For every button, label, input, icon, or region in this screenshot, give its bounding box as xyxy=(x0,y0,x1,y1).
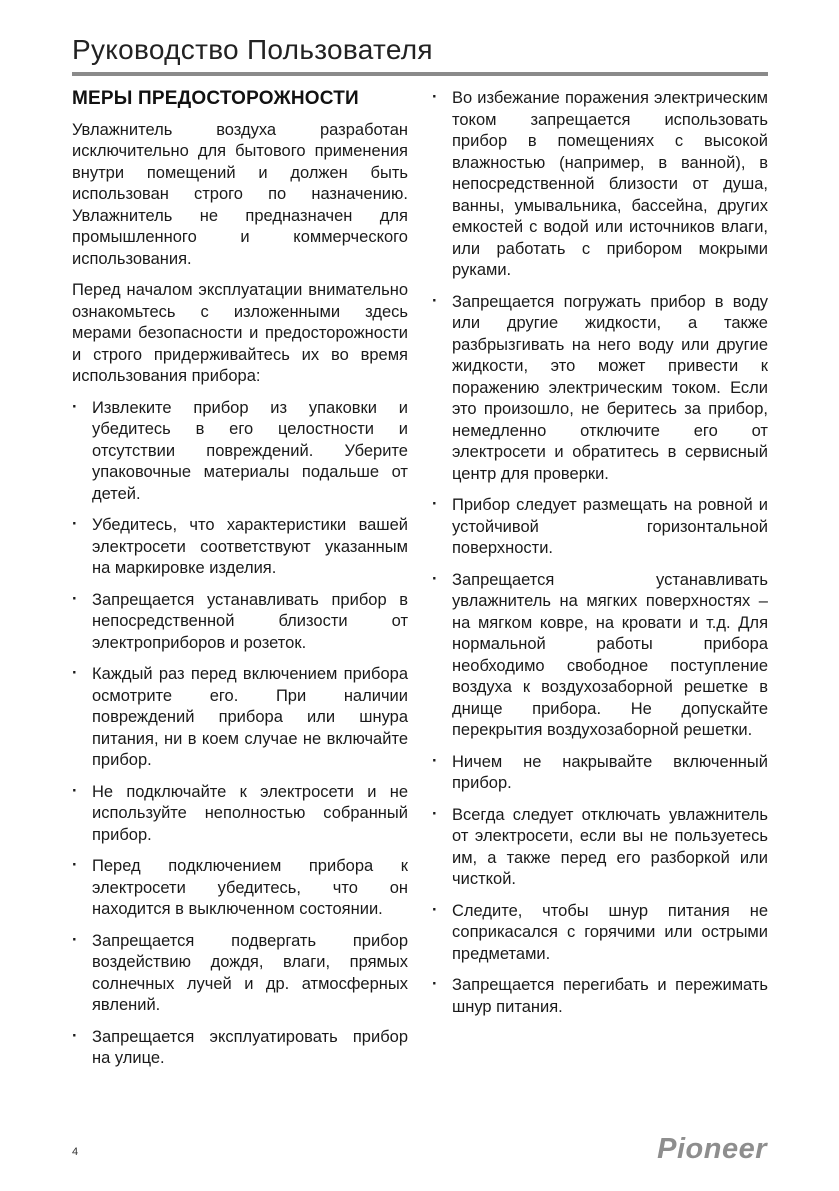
list-item: · Всегда следует отключать увлажнитель от электросети, если вы не пользуетесь им, а также перед его разборкой или чисткой. xyxy=(432,805,768,891)
precautions-list-right xyxy=(432,88,768,1018)
intro-paragraph: Перед началом эксплуатации внимательно ознакомьтесь с изложенными здесь мерами безопасности и предосторожности и строго придерживайтесь их во время использования прибора: xyxy=(72,281,408,385)
list-item: · Не подключайте к электросети и не используйте неполностью собранный прибор. xyxy=(72,782,408,847)
list-item: · Запрещается устанавливать увлажнитель на мягких поверхностях – на мягком ковре, на кровати и т.д. Для нормальной работы прибора необходимо свободное поступление воздуха к воздухозаборной решетке в днище прибора. Не допускайте перекрытия воздухозаборной решетки. xyxy=(432,570,768,742)
list-item: · Запрещается перегибать и пережимать шнур питания. xyxy=(432,975,768,1018)
title-divider xyxy=(72,72,768,76)
right-column xyxy=(432,88,768,1028)
section-heading: МЕРЫ ПРЕДОСТОРОЖНОСТИ xyxy=(72,88,359,109)
list-item: · Прибор следует размещать на ровной и устойчивой горизонтальной поверхности. xyxy=(432,495,768,560)
list-item: · Во избежание поражения электрическим током запрещается использовать прибор в помещениях с высокой влажностью (например, в ванной), в непосредственной близости от душа, ванны, умывальника, бассейна, других емкостей с водой или источников влаги, или работать с прибором мокрыми руками. xyxy=(432,88,768,282)
list-item: · Запрещается устанавливать прибор в непосредственной близости от электроприборов и розеток. xyxy=(72,590,408,655)
list-item: · Убедитесь, что характеристики вашей электросети соответствуют указанным на маркировке изделия. xyxy=(72,515,408,580)
precautions-list-left xyxy=(72,398,408,1070)
page-number: 4 xyxy=(72,1146,79,1158)
list-item: · Запрещается подвергать прибор воздействию дождя, влаги, прямых солнечных лучей и др. атмосферных явлений. xyxy=(72,931,408,1017)
list-item: · Каждый раз перед включением прибора осмотрите его. При наличии повреждений прибора или шнура питания, ни в коем случае не включайте прибор. xyxy=(72,664,408,772)
list-item: · Следите, чтобы шнур питания не соприкасался с горячими или острыми предметами. xyxy=(432,901,768,966)
brand-logo: Pioneer xyxy=(657,1133,767,1165)
left-column xyxy=(72,88,408,1080)
list-item: · Запрещается погружать прибор в воду или другие жидкости, а также разбрызгивать на него воду или другие жидкости, это может привести к поражению электрическим током. Если это произошло, не беритесь за прибор, немедленно отключите его от электросети и обратитесь в сервисный центр для проверки. xyxy=(432,292,768,486)
list-item: · Извлеките прибор из упаковки и убедитесь в его целостности и отсутствии повреждений. Уберите упаковочные материалы подальше от детей. xyxy=(72,398,408,506)
list-item: · Перед подключением прибора к электросети убедитесь, что он находится в выключенном состоянии. xyxy=(72,856,408,921)
intro-paragraph: Увлажнитель воздуха разработан исключительно для бытового применения внутри помещений и должен быть использован строго по назначению. Увлажнитель не предназначен для промышленного и коммерческого использования. xyxy=(72,120,408,268)
list-item: · Запрещается эксплуатировать прибор на улице. xyxy=(72,1027,408,1070)
list-item: · Ничем не накрывайте включенный прибор. xyxy=(432,752,768,795)
page-title: Руководство Пользователя xyxy=(72,34,433,65)
